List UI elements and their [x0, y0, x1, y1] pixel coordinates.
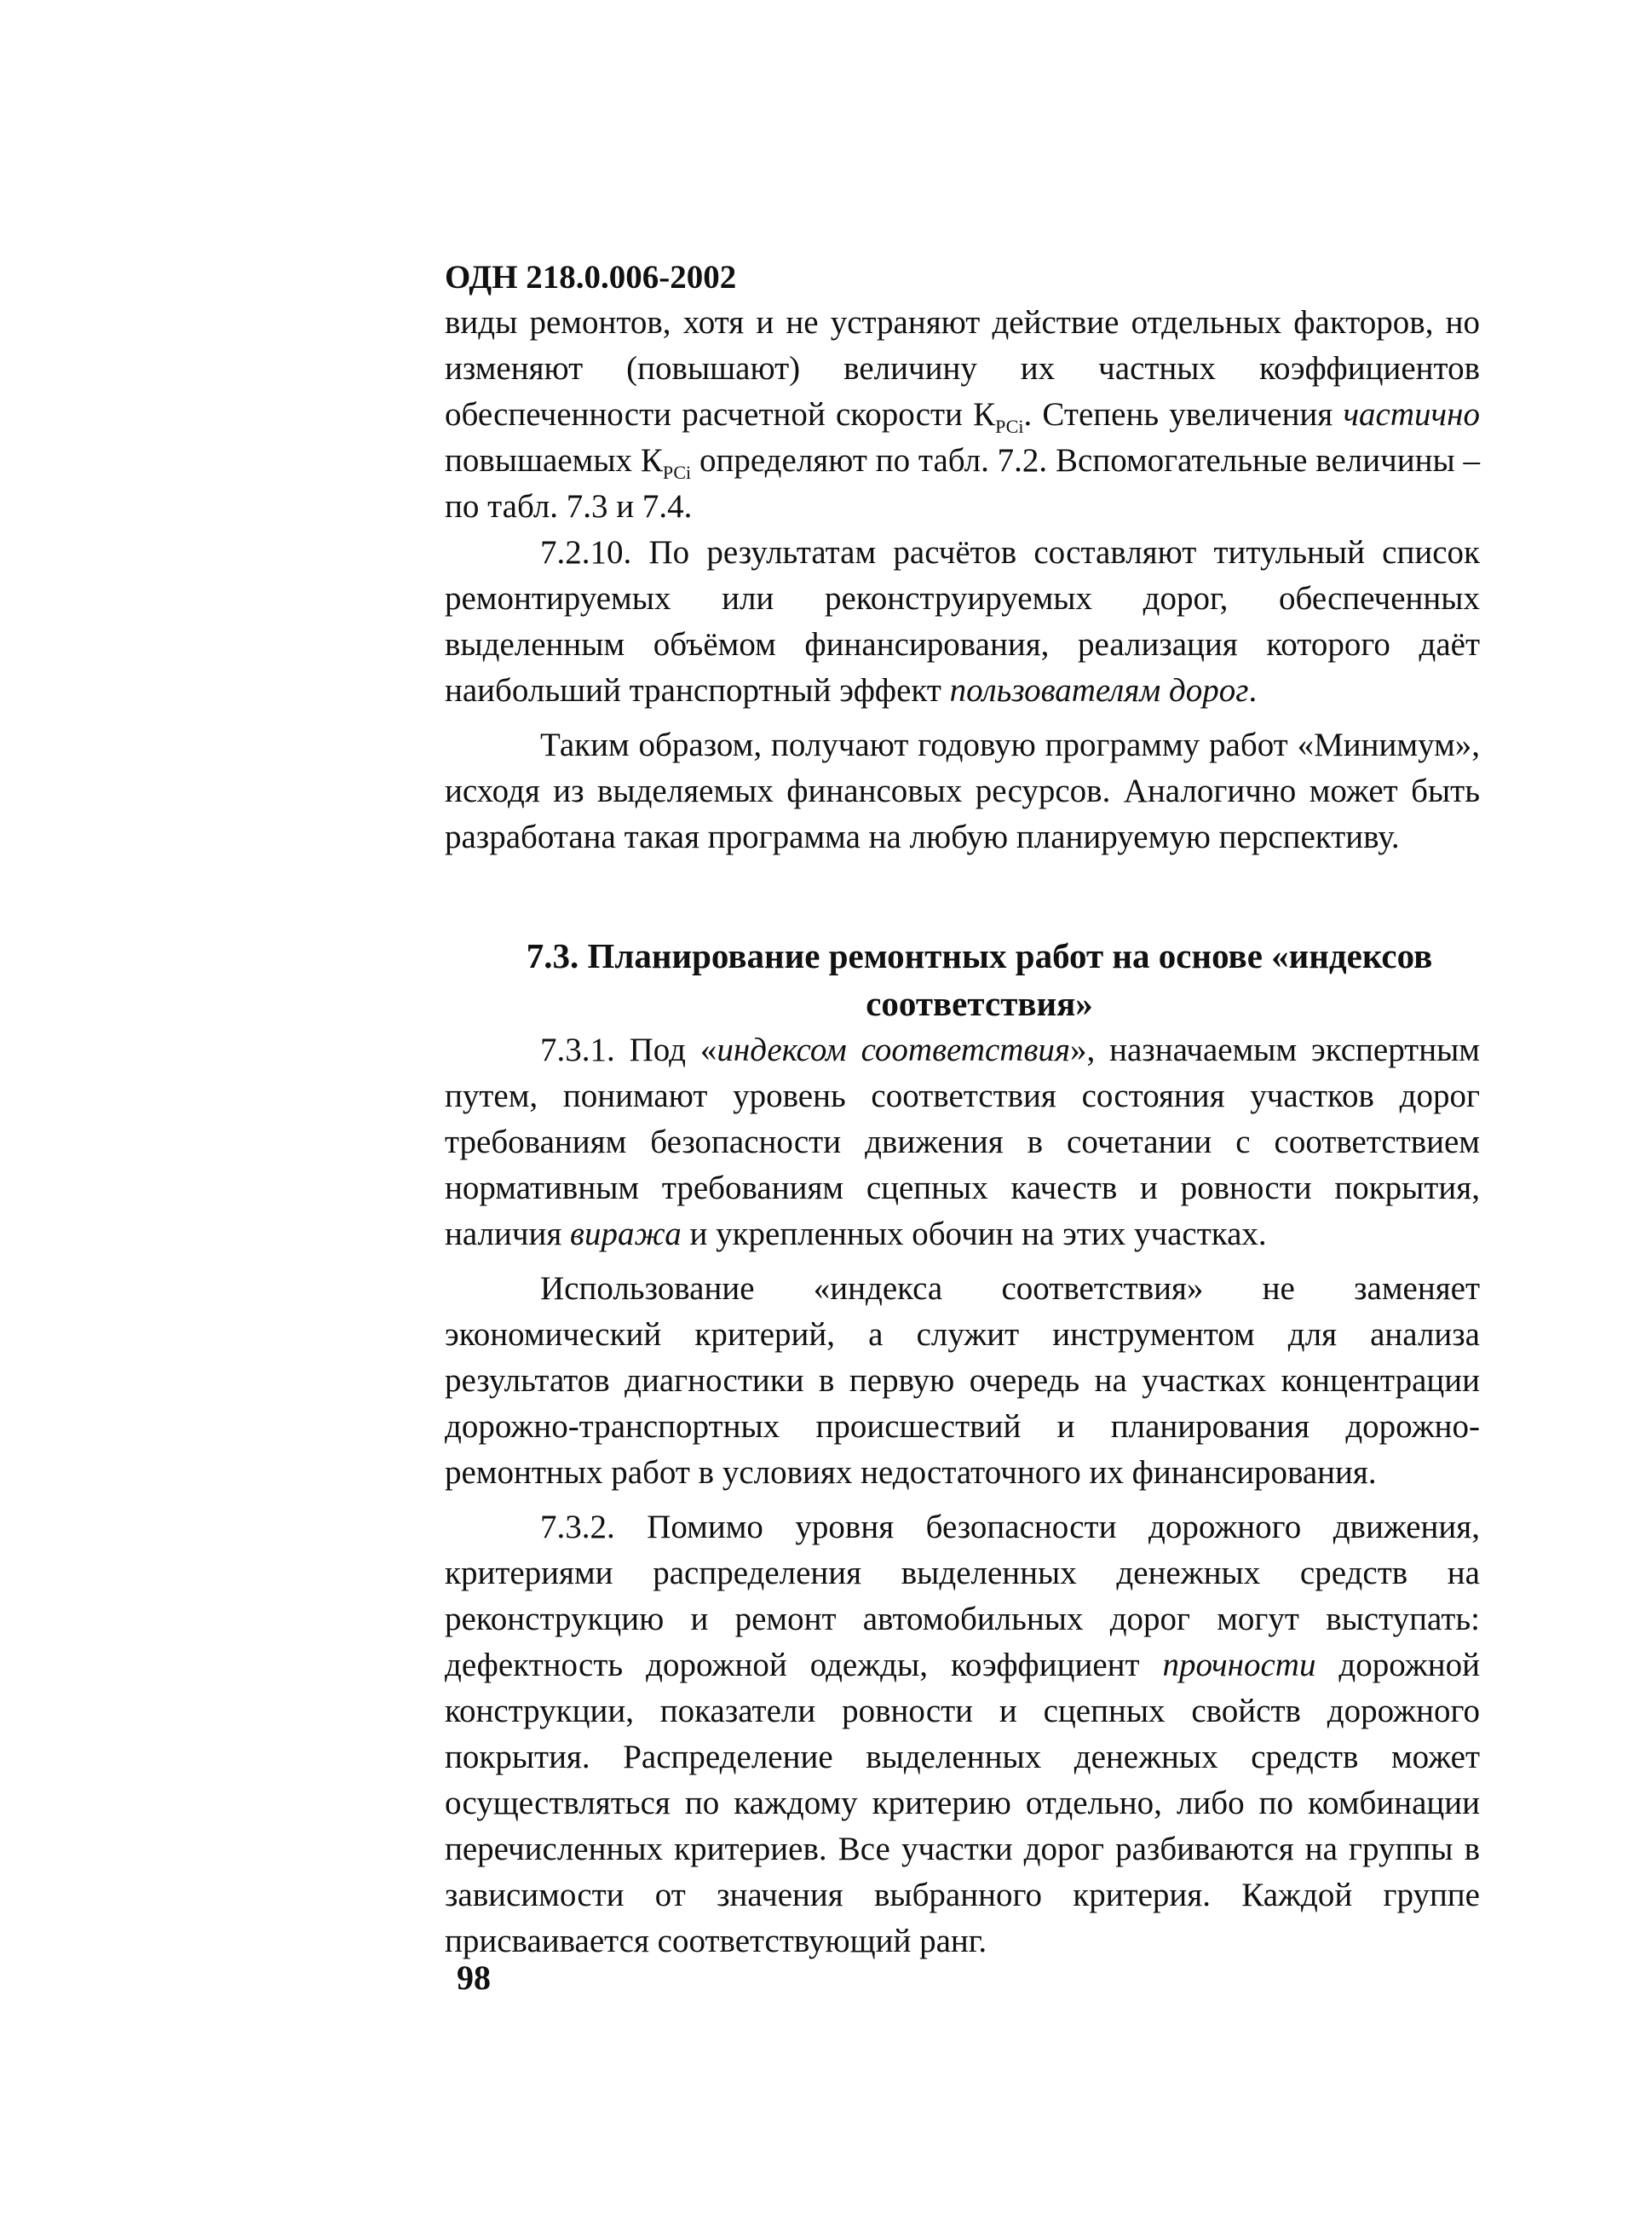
text-run: определяют по табл. 7.2. Вспомогательные величины – по табл. 7.3 и 7.4. — [445, 442, 1480, 525]
text-run: . — [1248, 672, 1258, 709]
text-run: виды ремонтов, хотя и не устраняют действие отдельных факторов, но изменяют (повышают) величину их частных коэффициентов обеспеченности расчетной скорости К — [445, 304, 1480, 433]
text-run: дорожной конструкции, показатели ровности и сцепных свойств дорожного покрытия. Распределение выделенных денежных средств может осуществляться по каждому критерию отдельно, либо по комбинации перечисленных критериев. Все участки дорог разбиваются на группы в зависимости от значения выбранного критерия. Каждой группе присваивается соответствующий ранг. — [445, 1647, 1480, 1959]
paragraph-7-3-1 — [445, 1027, 1480, 1257]
paragraph-repair-types — [445, 300, 1480, 530]
italic-text: пользователям дорог — [949, 672, 1249, 709]
text-run: и укрепленных обочин на этих участках. — [681, 1216, 1267, 1252]
italic-text: прочности — [1162, 1647, 1316, 1683]
text-run: 7.3.1. Под « — [540, 1032, 717, 1068]
italic-text: индексом соответствия — [717, 1032, 1071, 1068]
paragraph-7-3-2 — [445, 1504, 1480, 1964]
italic-text: виража — [570, 1216, 682, 1252]
document-page — [445, 256, 1480, 1964]
text-run: . Степень увеличения — [1023, 396, 1344, 433]
paragraph-index-usage: Использование «индекса соответствия» не заменяет экономический критерий, а служит инструментом для анализа результатов диагностики в первую очередь на участках концентрации дорожно-транспортных происшествий и планирования дорожно-ремонтных работ в условиях недостаточного их финансирования. — [445, 1270, 1480, 1491]
paragraph-7-2-10 — [445, 530, 1480, 714]
italic-text: частично — [1343, 396, 1480, 433]
section-heading-7-3: 7.3. Планирование ремонтных работ на основе «индексов соответствия» — [526, 936, 1433, 1023]
text-run: 7.3.2. Помимо уровня безопасности дорожного движения, критериями распределения выделенных денежных средств на реконструкцию и ремонт автомобильных дорог могут выступать: дефектность дорожной одежды, коэффициент — [445, 1509, 1480, 1683]
subscript: РСi — [995, 415, 1024, 437]
text-run: 7.2.10. По результатам расчётов составляют титульный список ремонтируемых или реконструируемых дорог, обеспеченных выделенным объёмом финансирования, реализация которого даёт наибольший транспортный эффект — [445, 534, 1480, 709]
text-run: повышаемых К — [445, 442, 663, 479]
paragraph-minimum-program: Таким образом, получают годовую программу работ «Минимум», исходя из выделяемых финансовых ресурсов. Аналогично может быть разработана такая программа на любую планируемую перспективу. — [445, 727, 1480, 855]
subscript: РСi — [662, 461, 692, 483]
text-run: », назначаемым экспертным путем, понимают уровень соответствия состояния участков дорог требованиям безопасности движения в сочетании с соответствием нормативным требованиям сцепных качеств и ровности покрытия, наличия — [445, 1032, 1480, 1252]
page-number: 98 — [457, 1958, 491, 1997]
document-code-header: ОДН 218.0.006-2002 — [445, 259, 737, 296]
